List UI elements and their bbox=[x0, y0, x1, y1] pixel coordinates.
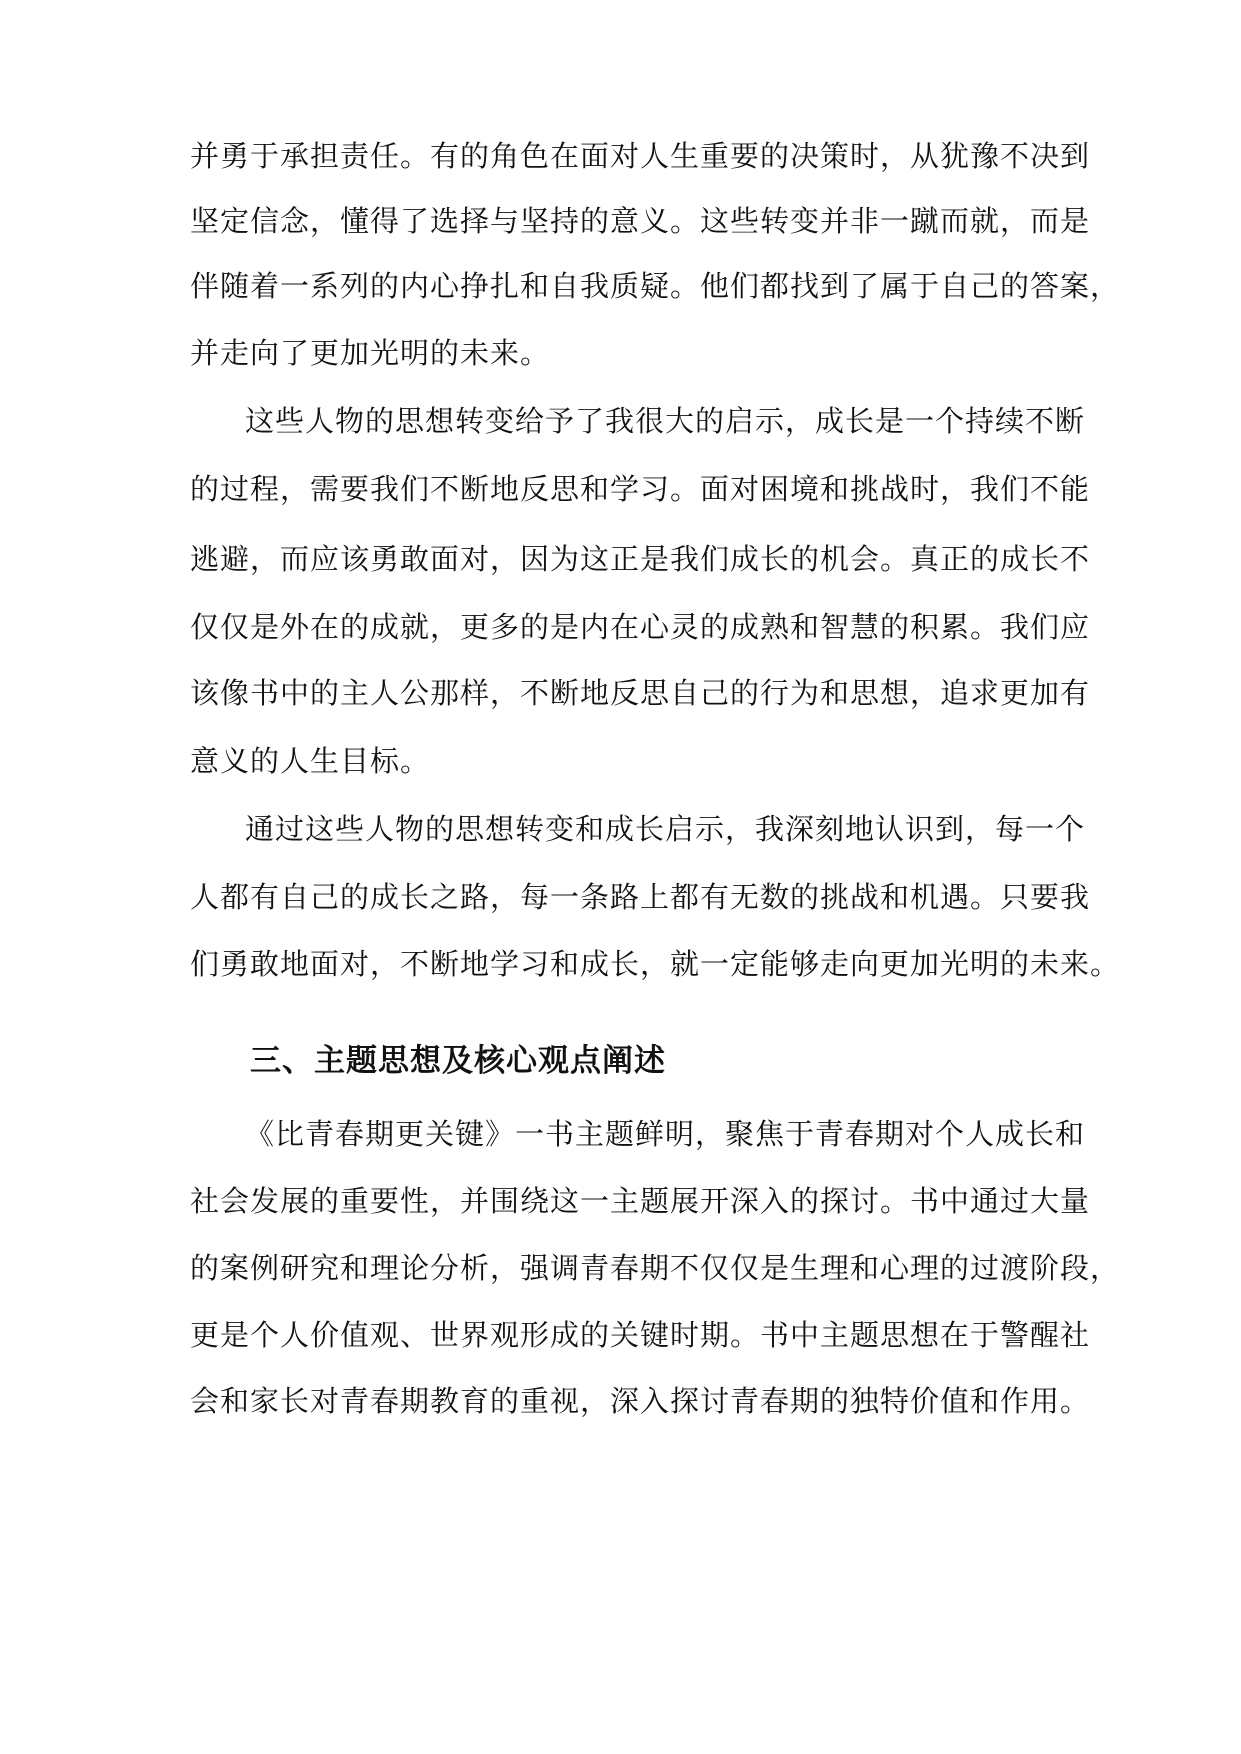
body-text-line: 坚定信念，懂得了选择与坚持的意义。这些转变并非一蹴而就，而是 bbox=[190, 204, 1091, 238]
body-text-line: 更是个人价值观、世界观形成的关键时期。书中主题思想在于警醒社 bbox=[190, 1318, 1091, 1352]
body-text-line: 并勇于承担责任。有的角色在面对人生重要的决策时，从犹豫不决到 bbox=[190, 139, 1091, 173]
body-text-line: 该像书中的主人公那样，不断地反思自己的行为和思想，追求更加有 bbox=[190, 676, 1091, 710]
section-heading: 三、主题思想及核心观点阐述 bbox=[250, 1043, 666, 1079]
body-text-line: 通过这些人物的思想转变和成长启示，我深刻地认识到，每一个 bbox=[245, 812, 1086, 846]
body-text-line: 们勇敢地面对，不断地学习和成长，就一定能够走向更加光明的未来。 bbox=[190, 947, 1121, 981]
body-text-line: 意义的人生目标。 bbox=[190, 744, 431, 778]
body-text-line: 社会发展的重要性，并围绕这一主题展开深入的探讨。书中通过大量 bbox=[190, 1184, 1091, 1218]
body-text-line: 会和家长对青春期教育的重视，深入探讨青春期的独特价值和作用。 bbox=[190, 1384, 1091, 1418]
body-text-line: 人都有自己的成长之路，每一条路上都有无数的挑战和机遇。只要我 bbox=[190, 880, 1091, 914]
body-text-line: 逃避，而应该勇敢面对，因为这正是我们成长的机会。真正的成长不 bbox=[190, 542, 1091, 576]
body-text-line: 的案例研究和理论分析，强调青春期不仅仅是生理和心理的过渡阶段， bbox=[190, 1251, 1121, 1285]
body-text-line: 仅仅是外在的成就，更多的是内在心灵的成熟和智慧的积累。我们应 bbox=[190, 610, 1091, 644]
body-text-line: 并走向了更加光明的未来。 bbox=[190, 336, 551, 370]
body-text-line: 这些人物的思想转变给予了我很大的启示，成长是一个持续不断 bbox=[245, 404, 1086, 438]
body-text-line: 的过程，需要我们不断地反思和学习。面对困境和挑战时，我们不能 bbox=[190, 472, 1091, 506]
body-text-line: 伴随着一系列的内心挣扎和自我质疑。他们都找到了属于自己的答案， bbox=[190, 269, 1121, 303]
body-text-line: 《比青春期更关键》一书主题鲜明，聚焦于青春期对个人成长和 bbox=[245, 1117, 1086, 1151]
